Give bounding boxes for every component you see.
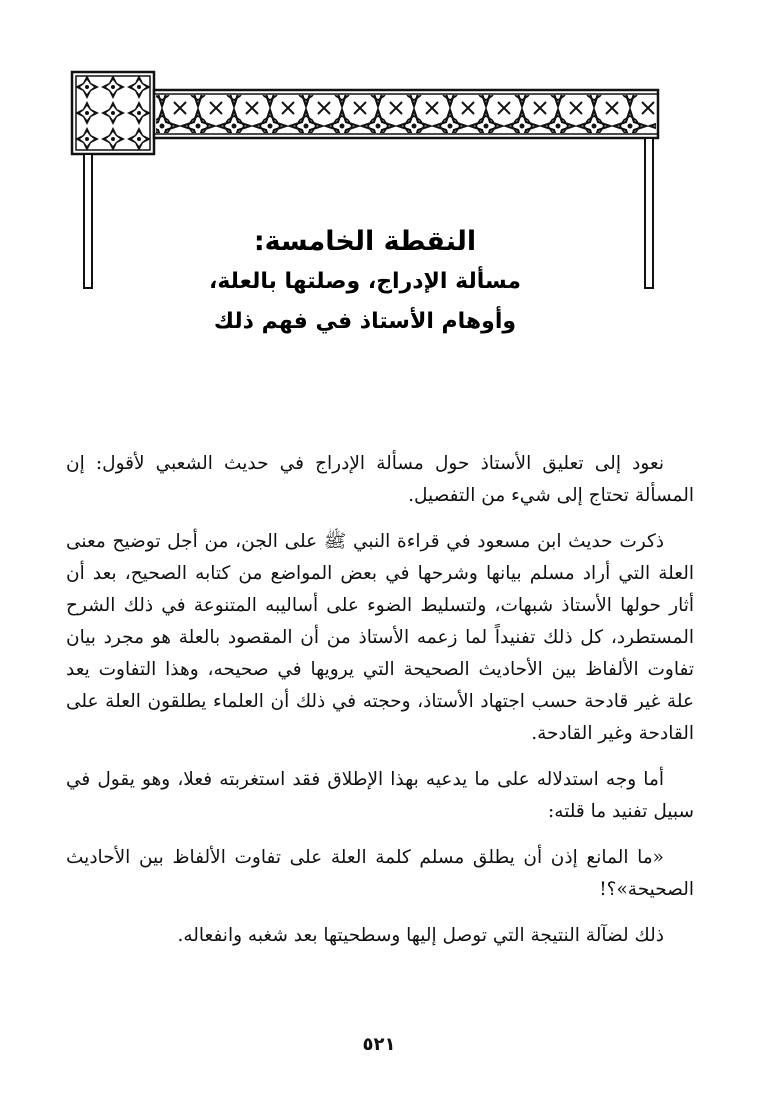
corner-ornament-box — [72, 72, 154, 154]
page-number: ٥٢١ — [362, 1034, 396, 1055]
body-text — [66, 448, 694, 966]
paragraph-1: نعود إلى تعليق الأستاذ حول مسألة الإدراج في حديث الشعبي لأقول: إن المسألة تحتاج إلى شيء من التفصيل. — [66, 453, 694, 506]
paragraph-2: ذكرت حديث ابن مسعود في قراءة النبي ﷺ على الجن، من أجل توضيح معنى العلة التي أراد مسلم بيانها وشرحها في بعض المواضع من كتابه الصحيح، بعد أن أثار حولها الأستاذ شبهات، ولتسليط الضوء على أساليبه المتنوعة في ذلك الشرح المستطرد، كل ذلك تفنيداً لما زعمه الأستاذ من أن المقصود بالعلة هو مجرد بيان تفاوت الألفاظ بين الأحاديث الصحيحة التي يرويها في صحيحه، وهذا التفاوت يعد علة غير قادحة حسب اجتهاد الأستاذ، وحجته في ذلك أن العلماء يطلقون العلة على القادحة وغير القادحة. — [66, 531, 694, 744]
paragraph-4-quote: «ما المانع إذن أن يطلق مسلم كلمة العلة على تفاوت الألفاظ بين الأحاديث الصحيحة»؟! — [66, 847, 694, 900]
left-frame-post — [84, 154, 92, 288]
heading-subtitle-line1: مسألة الإدراج، وصلتها بالعلة، — [208, 269, 522, 294]
right-frame-post — [645, 138, 653, 288]
paragraph-5: ذلك لضآلة النتيجة التي توصل إليها وسطحيتها بعد شغبه وانفعاله. — [177, 925, 664, 946]
heading-subtitle-line2: وأوهام الأستاذ في فهم ذلك — [213, 309, 517, 334]
chapter-heading — [150, 222, 580, 342]
heading-title: النقطة الخامسة: — [253, 226, 477, 257]
ornamental-band — [154, 90, 658, 138]
paragraph-3: أما وجه استدلاله على ما يدعيه بهذا الإطلاق فقد استغربته فعلا، وهو يقول في سبيل تفنيد ما قلته: — [66, 769, 694, 822]
